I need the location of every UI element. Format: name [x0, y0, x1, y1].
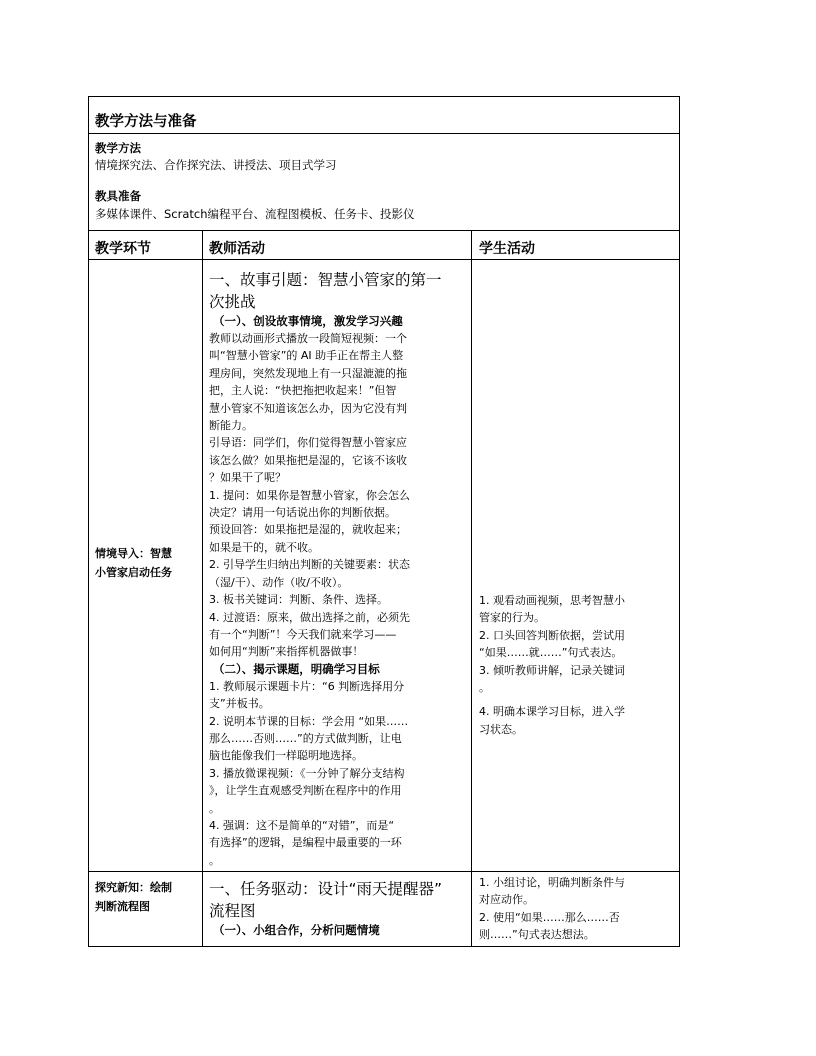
student-line: 2. 口头回答判断依据，尝试用	[479, 628, 625, 642]
student-item	[479, 662, 671, 697]
teacher-subheading: （一）、小组合作，分析问题情境	[213, 923, 380, 937]
header-stage: 教学环节	[95, 241, 151, 257]
teacher-title-line: 一、故事引题：智慧小管家的第一	[209, 271, 442, 289]
teacher-line: 1. 教师展示课题卡片：“6 判断选择用分	[209, 679, 405, 693]
teacher-title	[209, 878, 463, 922]
teacher-title-line: 一、任务驱动：设计“雨天提醒器”	[209, 880, 443, 898]
methods-text: 情境探究法、合作探究法、讲授法、项目式学习	[95, 158, 337, 172]
teacher-line: 。	[209, 801, 220, 815]
teacher-paragraph	[209, 713, 463, 765]
teacher-line: 那么……否则……”的方式做判断，让电	[209, 731, 402, 745]
teacher-title-line: 流程图	[209, 902, 256, 920]
teacher-line: 理房间，突然发现地上有一只湿漉漉的拖	[209, 366, 407, 380]
stage-line: 情境导入：智慧	[95, 547, 172, 560]
section-title-row	[89, 97, 679, 134]
teacher-line: ？如果干了呢？	[209, 471, 286, 485]
teacher-line: 支”并板书。	[209, 697, 270, 711]
teacher-title-line: 次挑战	[209, 293, 256, 311]
teacher-subheading: （二）、揭示课题，明确学习目标	[213, 661, 380, 676]
column-divider	[202, 231, 203, 947]
teacher-cell	[209, 878, 463, 939]
teacher-line: 把，主人说：“快把拖把收起来！”但智	[209, 384, 397, 398]
teacher-paragraph	[209, 434, 463, 486]
student-line: 习状态。	[479, 722, 523, 736]
teacher-title	[209, 269, 463, 313]
student-line: 3. 倾听教师讲解，记录关键词	[479, 663, 625, 677]
teacher-activity	[209, 313, 463, 869]
teacher-line: 有一个“判断”！今天我们就来学习——	[209, 627, 397, 641]
teacher-line: 3. 播放微课视频：《一分钟了解分支结构	[209, 766, 405, 780]
teacher-line: 2. 说明本节课的目标：学会用 “如果……	[209, 714, 409, 728]
teacher-line: 有选择”的逻辑，是编程中最重要的一环	[209, 836, 402, 850]
teacher-line: 该怎么做？如果拖把是湿的，它该不该收	[209, 453, 407, 467]
table-row	[89, 260, 679, 872]
teacher-line: 引导语：同学们，你们觉得智慧小管家应	[209, 436, 407, 450]
header-student: 学生活动	[479, 241, 535, 257]
teacher-line: （湿/干）、动作（收/不收）。	[209, 575, 349, 589]
column-divider	[471, 231, 472, 947]
teacher-line: 断能力。	[209, 419, 253, 433]
teacher-paragraph	[209, 609, 463, 661]
student-line: 。	[479, 681, 490, 695]
tools-heading: 教具准备	[95, 189, 141, 203]
teacher-line: 2. 引导学生归纳出判断的关键要素：状态	[209, 558, 410, 572]
student-cell	[479, 874, 671, 944]
teacher-cell	[209, 269, 463, 869]
teacher-line: 4. 过渡语：原来，做出选择之前，必须先	[209, 610, 410, 624]
student-line: 4. 明确本课学习目标，进入学	[479, 705, 625, 719]
teacher-paragraph	[209, 591, 463, 608]
methods-row	[89, 134, 679, 231]
teacher-paragraph	[209, 521, 463, 556]
teacher-line: 教师以动画形式播放一段简短视频：一个	[209, 332, 407, 345]
tools-text: 多媒体课件、Scratch编程平台、流程图模板、任务卡、投影仪	[95, 207, 415, 221]
student-line: 则……”句式表达想法。	[479, 928, 595, 942]
section-title: 教学方法与准备	[95, 114, 197, 130]
teacher-line: 慧小管家不知道该怎么办，因为它没有判	[209, 401, 407, 415]
student-item	[479, 592, 671, 627]
stage-line: 小管家启动任务	[95, 566, 172, 579]
student-item	[479, 874, 671, 909]
teacher-paragraph	[209, 487, 463, 522]
teacher-line: 决定？请用一句话说出你的判断依据。	[209, 506, 396, 520]
methods-heading: 教学方法	[95, 141, 141, 155]
teacher-line: 如果是干的，就不收。	[209, 540, 319, 554]
student-line: 对应动作。	[479, 893, 534, 907]
stage-cell	[95, 878, 195, 916]
teacher-paragraph	[209, 556, 463, 591]
stage-line: 判断流程图	[95, 900, 150, 913]
teacher-line: 叫“智慧小管家”的 AI 助手正在帮主人整	[209, 349, 404, 363]
student-item	[479, 627, 671, 662]
stage-cell	[95, 544, 195, 582]
teacher-line: 。	[209, 853, 220, 867]
teacher-paragraph	[209, 678, 463, 713]
student-item	[479, 909, 671, 944]
student-item	[479, 703, 671, 738]
teacher-paragraph	[209, 765, 463, 817]
teacher-paragraph	[209, 330, 463, 434]
teacher-line: 》，让学生直观感受判断在程序中的作用	[209, 784, 402, 798]
teacher-paragraph	[209, 817, 463, 869]
student-line: 1. 小组讨论，明确判断条件与	[479, 876, 625, 889]
student-line: 管家的行为。	[479, 611, 545, 625]
teacher-subheading: （一）、创设故事情境，激发学习兴趣	[213, 314, 403, 328]
teacher-line: 1. 提问：如果你是智慧小管家，你会怎么	[209, 488, 410, 502]
teacher-line: 4. 强调：这不是简单的“对错”，而是“	[209, 818, 395, 832]
student-line: 1. 观看动画视频，思考智慧小	[479, 594, 625, 607]
spacer	[479, 696, 671, 703]
lesson-plan-table	[88, 96, 680, 947]
student-cell	[479, 592, 671, 738]
table-row	[89, 872, 679, 947]
stage-line: 探究新知：绘制	[95, 881, 172, 894]
table-header-row	[89, 231, 679, 260]
teacher-line: 脑也能像我们一样聪明地选择。	[209, 749, 363, 763]
teacher-line: 如何用“判断”来指挥机器做事！	[209, 645, 364, 659]
header-teacher: 教师活动	[209, 241, 265, 257]
teacher-line: 预设回答：如果拖把是湿的，就收起来；	[209, 523, 407, 537]
student-line: “如果……就……”句式表达。	[479, 646, 623, 660]
student-line: 2. 使用“如果……那么……否	[479, 910, 620, 924]
teacher-line: 3. 板书关键词：判断、条件、选择。	[209, 593, 388, 607]
